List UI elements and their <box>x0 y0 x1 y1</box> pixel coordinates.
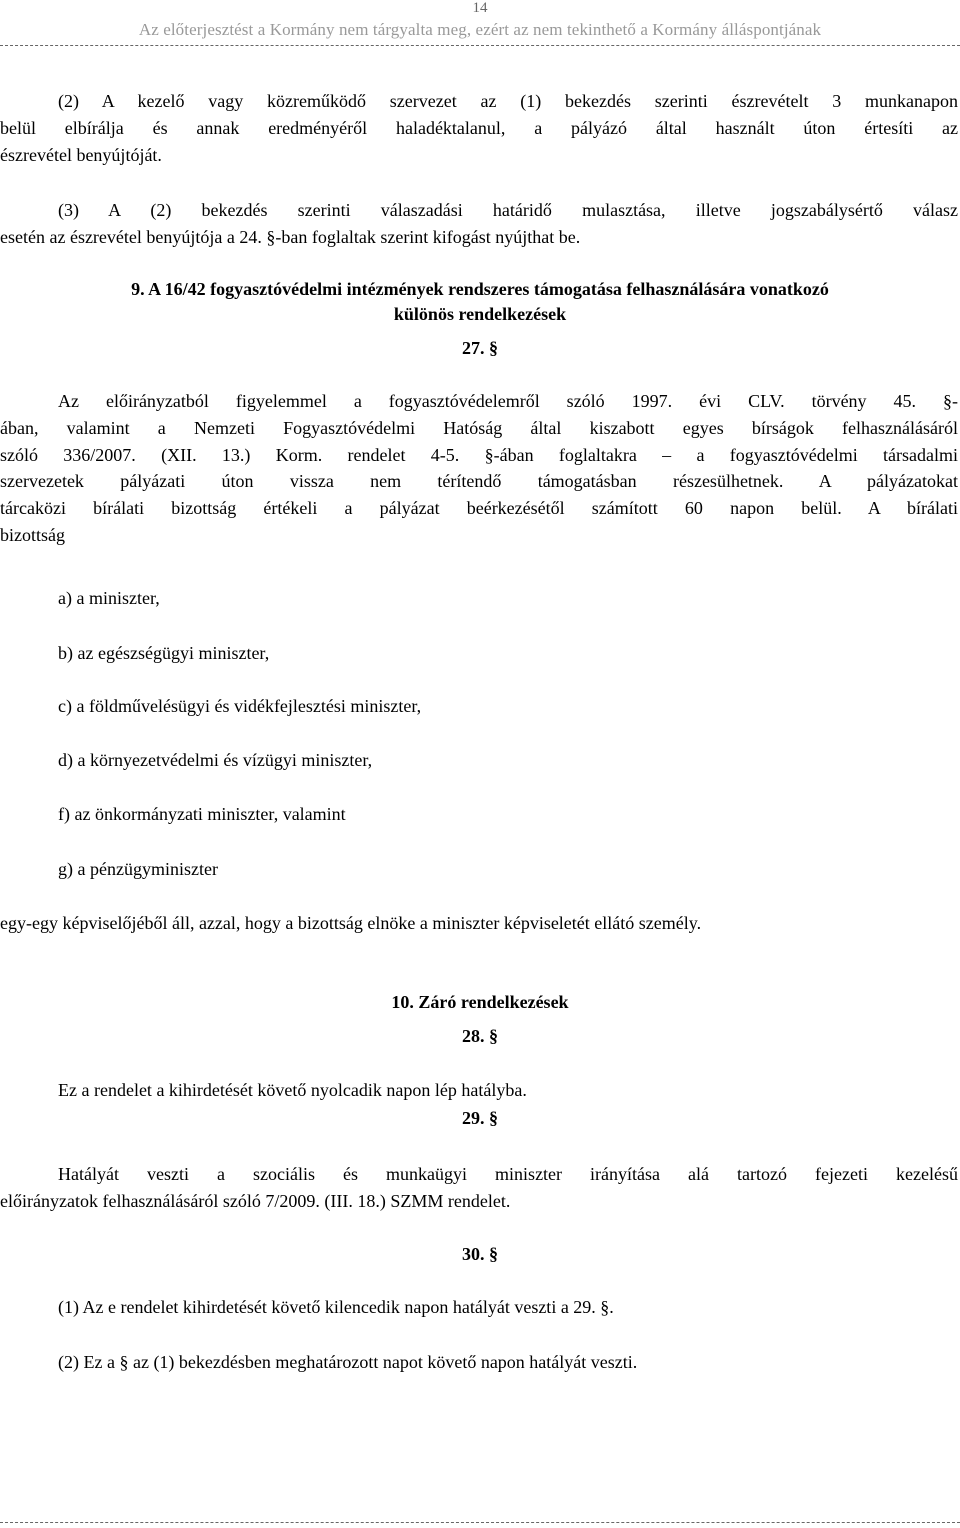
paragraph-3 <box>0 197 958 251</box>
list-item: a) a miniszter, <box>58 588 160 608</box>
list-item: c) a földművelésügyi és vidékfejlesztési miniszter, <box>58 696 422 716</box>
section-10-title: 10. Záró rendelkezések <box>391 992 569 1012</box>
text-line: szóló 336/2007. (XII. 13.) Korm. rendelet 4-5. §-ában foglaltakra – a fogyasztóvédelmi társadalmi <box>0 444 958 465</box>
page-number: 14 <box>472 0 488 16</box>
list-item: g) a pénzügyminiszter <box>58 859 218 879</box>
text-line: szervezetek pályázati úton vissza nem térítendő támogatásban részesülhetnek. A pályázatokat <box>0 471 958 492</box>
paragraph-2 <box>0 88 958 168</box>
text-line: Hatályát veszti a szociális és munkaügyi miniszter irányítása alá tartozó fejezeti kezelésű <box>58 1164 958 1184</box>
section-28-text: Ez a rendelet a kihirdetését követő nyolcadik napon lép hatályba. <box>58 1080 527 1100</box>
text-line: tárcaközi bírálati bizottság értékeli a pályázat beérkezésétől számított 60 napon belül. A bírálati <box>0 498 958 519</box>
section-28-heading: 28. § <box>462 1026 498 1046</box>
text-line: (2) A kezelő vagy közreműködő szervezet az (1) bekezdés szerinti észrevételt 3 munkanapon <box>58 91 958 111</box>
section-27-body <box>0 388 958 549</box>
section-29-heading: 29. § <box>462 1108 498 1128</box>
text-line: bizottság <box>0 524 65 545</box>
section-9-title-line-1: 9. A 16/42 fogyasztóvédelmi intézmények rendszeres támogatása felhasználására vonatkozó <box>131 279 829 299</box>
section-30-para-1: (1) Az e rendelet kihirdetését követő kilencedik napon hatályát veszti a 29. §. <box>58 1297 614 1317</box>
top-divider <box>0 45 960 46</box>
text-line: előirányzatok felhasználásáról szóló 7/2009. (III. 18.) SZMM rendelet. <box>0 1190 511 1211</box>
section-30-para-2: (2) Ez a § az (1) bekezdésben meghatározott napot követő napon hatályát veszti. <box>58 1352 638 1372</box>
section-30-heading: 30. § <box>462 1244 498 1264</box>
bottom-divider <box>0 1522 960 1523</box>
section-29-body <box>0 1161 958 1215</box>
section-9-title-line-2: különös rendelkezések <box>393 304 567 324</box>
list-item: b) az egészségügyi miniszter, <box>58 643 270 663</box>
section-27-closing: egy-egy képviselőjéből áll, azzal, hogy a bizottság elnöke a miniszter képviseletét ellátó személy. <box>0 913 702 933</box>
text-line: észrevétel benyújtóját. <box>0 144 162 165</box>
list-item: f) az önkormányzati miniszter, valamint <box>58 804 346 824</box>
section-27-heading: 27. § <box>462 338 498 358</box>
header-notice: Az előterjesztést a Kormány nem tárgyalta meg, ezért az nem tekinthető a Kormány álláspontjának <box>138 20 822 39</box>
text-line: esetén az észrevétel benyújtója a 24. §-ban foglaltak szerint kifogást nyújthat be. <box>0 226 581 247</box>
text-line: (3) A (2) bekezdés szerinti válaszadási határidő mulasztása, illetve jogszabálysértő válasz <box>58 200 958 220</box>
text-line: ában, valamint a Nemzeti Fogyasztóvédelmi Hatóság által kiszabott egyes bírságok felhasználásáról <box>0 417 958 438</box>
list-item: d) a környezetvédelmi és vízügyi miniszter, <box>58 750 373 770</box>
text-line: belül elbírálja és annak eredményéről haladéktalanul, a pályázó által használt úton értesíti az <box>0 117 958 138</box>
text-line: Az előirányzatból figyelemmel a fogyasztóvédelemről szóló 1997. évi CLV. törvény 45. §- <box>58 391 958 411</box>
